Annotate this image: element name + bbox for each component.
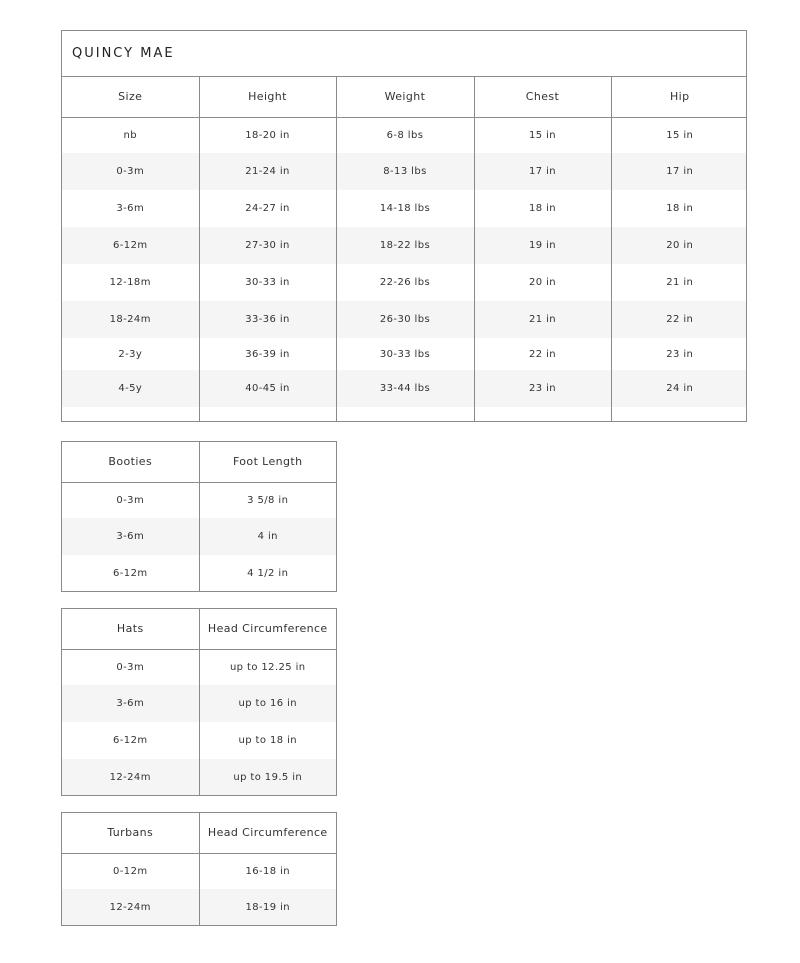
cell-size: 0-3m [62,153,199,190]
cell-size: 6-12m [113,735,148,746]
cell-weight: 18-22 lbs [336,227,474,264]
cell-height: 36-39 in [199,338,336,370]
cell-height: 40-45 in [199,370,336,407]
table-header-row [62,77,747,117]
cell-chest: 15 in [474,117,611,153]
cell-hip: 22 in [611,301,747,338]
cell-weight: 22-26 lbs [336,264,474,301]
table-row [62,889,336,925]
table-row [62,338,747,370]
table-row [62,685,336,722]
cell-chest: 22 in [474,338,611,370]
cell-weight: 8-13 lbs [336,153,474,190]
spacer-cell [336,407,474,422]
header-turbans: Turbans [107,826,154,840]
cell-hip: 20 in [611,227,747,264]
size-chart-main [61,30,747,422]
table-row [62,482,336,518]
cell-head-circumference: 16-18 in [199,853,336,889]
table-header-row [62,813,336,853]
turbans-chart [61,812,337,926]
header-head-circumference: Head Circumference [199,609,336,649]
table-row [62,153,747,190]
cell-height: 24-27 in [199,190,336,227]
cell-chest: 23 in [474,370,611,407]
cell-foot-length: 4 in [199,518,336,555]
cell-hip: 17 in [611,153,747,190]
cell-size: 12-18m [109,277,151,288]
cell-hip: 15 in [611,117,747,153]
cell-chest: 20 in [474,264,611,301]
cell-size: 6-12m [62,227,199,264]
cell-height: 27-30 in [199,227,336,264]
table-header-row [62,609,336,649]
cell-size: 3-6m [62,685,199,722]
cell-foot-length: 4 1/2 in [199,555,336,592]
cell-head-circumference: up to 18 in [199,722,336,759]
header-weight: Weight [336,77,474,117]
main-size-table [62,77,747,422]
cell-size: 4-5y [62,370,199,407]
cell-size: 12-24m [62,759,199,795]
cell-hip: 23 in [611,338,747,370]
table-row [62,301,747,338]
header-chest: Chest [474,77,611,117]
cell-weight: 33-44 lbs [336,370,474,407]
table-row [62,518,336,555]
header-size: Size [118,90,143,104]
cell-hip: 18 in [611,190,747,227]
table-row [62,649,336,685]
cell-weight: 6-8 lbs [336,117,474,153]
cell-head-circumference: up to 19.5 in [199,759,336,795]
table-row [62,853,336,889]
cell-head-circumference: up to 12.25 in [199,649,336,685]
header-hip: Hip [611,77,747,117]
cell-hip: 21 in [611,264,747,301]
cell-size: 12-24m [62,889,199,925]
table-row-spacer [62,407,747,422]
brand-title: QUINCY MAE [62,31,746,77]
spacer-cell [199,407,336,422]
table-header-row [62,442,336,482]
table-row [62,759,336,795]
turbans-table [62,813,336,925]
hats-chart [61,608,337,796]
hats-table [62,609,336,795]
cell-hip: 24 in [611,370,747,407]
spacer-cell [611,407,747,422]
cell-size: nb [123,129,137,141]
cell-size: 0-3m [116,494,145,506]
cell-weight: 26-30 lbs [336,301,474,338]
table-row [62,722,336,759]
cell-size: 6-12m [113,568,148,579]
cell-size: 18-24m [62,301,199,338]
header-head-circumference: Head Circumference [199,813,336,853]
cell-head-circumference: 18-19 in [199,889,336,925]
booties-table [62,442,336,592]
cell-chest: 19 in [474,227,611,264]
cell-foot-length: 3 5/8 in [199,482,336,518]
cell-height: 21-24 in [199,153,336,190]
cell-size: 0-12m [113,865,148,877]
header-height: Height [199,77,336,117]
cell-height: 33-36 in [199,301,336,338]
booties-chart [61,441,337,592]
cell-size: 3-6m [62,518,199,555]
cell-size: 2-3y [118,348,143,360]
cell-size: 3-6m [116,203,145,214]
header-foot-length: Foot Length [199,442,336,482]
cell-chest: 18 in [474,190,611,227]
cell-height: 30-33 in [199,264,336,301]
cell-weight: 30-33 lbs [336,338,474,370]
cell-head-circumference: up to 16 in [199,685,336,722]
cell-chest: 17 in [474,153,611,190]
table-row [62,370,747,407]
table-row [62,555,336,592]
table-row [62,190,747,227]
table-row [62,264,747,301]
spacer-cell [474,407,611,422]
spacer-cell [62,407,199,422]
header-hats: Hats [116,622,144,636]
cell-height: 18-20 in [199,117,336,153]
cell-size: 0-3m [116,661,145,673]
header-booties: Booties [108,455,153,469]
table-row [62,117,747,153]
table-row [62,227,747,264]
cell-weight: 14-18 lbs [336,190,474,227]
cell-chest: 21 in [474,301,611,338]
